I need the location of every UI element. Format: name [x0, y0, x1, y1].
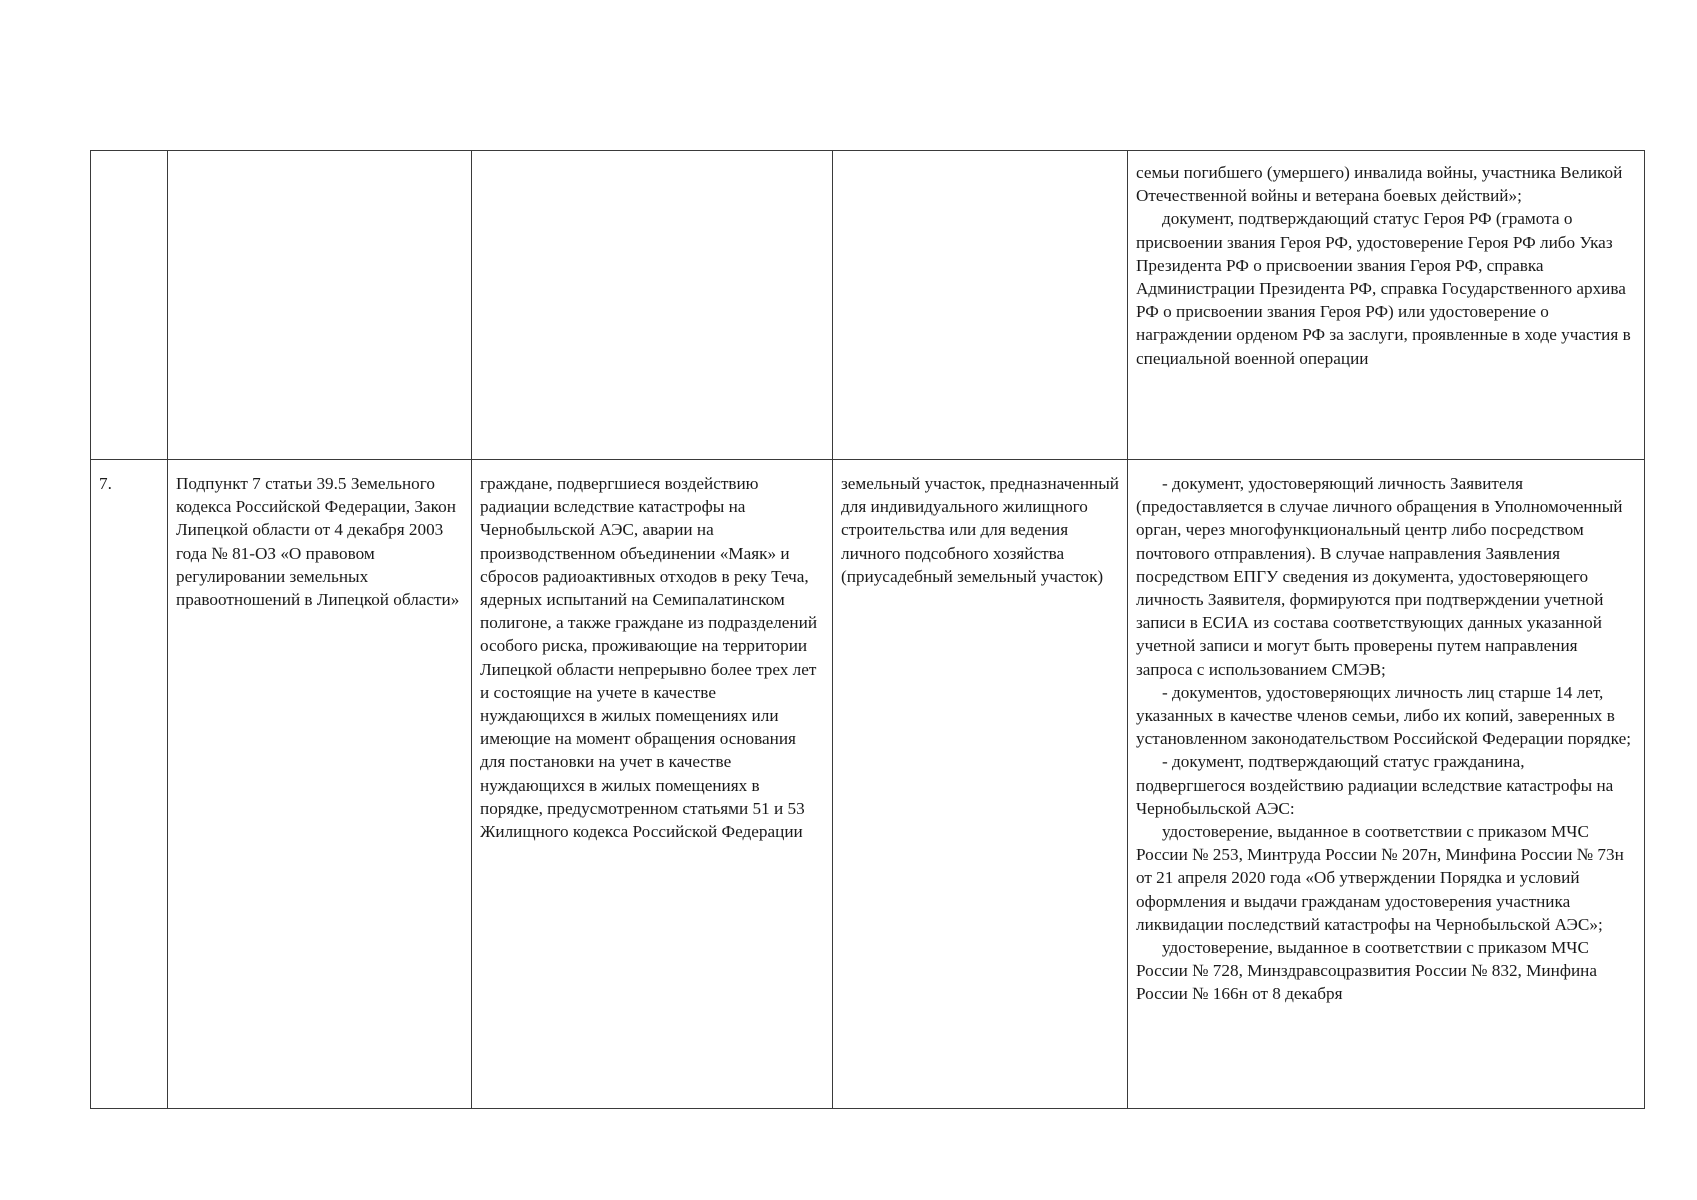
cell-number-empty — [91, 151, 168, 460]
documents-paragraph: - документ, удостоверяющий личность Заявителя (предоставляется в случае личного обращения в Уполномоченный орган, через многофункциональный центр либо посредством почтового отправления). В случае направления Заявления посредством ЕПГУ сведения из документа, удостоверяющего личность Заявителя, формируются при подтверждении учетной записи в ЕСИА из состава соответствующих данных указанной учетной записи и могут быть проверены путем направления запроса с использованием СМЭВ; — [1136, 474, 1623, 679]
cell-documents-continued — [1128, 151, 1645, 460]
cell-land-purpose: земельный участок, предназначенный для индивидуального жилищного строительства или для ведения личного подсобного хозяйства (приусадебный земельный участок) — [833, 460, 1128, 1109]
cell-documents — [1128, 460, 1645, 1109]
documents-paragraph: удостоверение, выданное в соответствии с приказом МЧС России № 253, Минтруда России № 207н, Минфина России № 73н от 21 апреля 2020 года «Об утверждении Порядка и условий оформления и выдачи гражданам удостоверения участника ликвидации последствий катастрофы на Чернобыльской АЭС»; — [1136, 822, 1624, 934]
table-row-7 — [91, 460, 1645, 1109]
cell-applicants-empty — [472, 151, 833, 460]
documents-paragraph: документ, подтверждающий статус Героя РФ (грамота о присвоении звания Героя РФ, удостоверение Героя РФ либо Указ Президента РФ о присвоении звания Героя РФ, справка Администрации Президента РФ, справка Государственного архива РФ о присвоении звания Героя РФ) или удостоверение о награждении орденом РФ за заслуги, проявленные в ходе участия в специальной военной операции — [1136, 209, 1631, 368]
documents-table — [90, 150, 1645, 1109]
documents-paragraph: - документов, удостоверяющих личность лиц старше 14 лет, указанных в качестве членов семьи, либо их копий, заверенных в установленном законодательством Российской Федерации порядке; — [1136, 682, 1631, 749]
documents-paragraph: семьи погибшего (умершего) инвалида войны, участника Великой Отечественной войны и ветерана боевых действий»; — [1136, 163, 1623, 206]
documents-paragraph: удостоверение, выданное в соответствии с приказом МЧС России № 728, Минздравсоцразвития России № 832, Минфина России № 166н от 8 декабря — [1136, 938, 1597, 1004]
table-row-continued — [91, 151, 1645, 460]
cell-land-purpose-empty — [833, 151, 1128, 460]
cell-legal-basis-empty — [168, 151, 472, 460]
cell-legal-basis: Подпункт 7 статьи 39.5 Земельного кодекса Российской Федерации, Закон Липецкой области от 4 декабря 2003 года № 81-ОЗ «О правовом регулировании земельных правоотношений в Липецкой области» — [168, 460, 472, 1109]
cell-applicants: граждане, подвергшиеся воздействию радиации вследствие катастрофы на Чернобыльской АЭС, аварии на производственном объединении «Маяк» и сбросов радиоактивных отходов в реку Теча, ядерных испытаний на Семипалатинском полигоне, а также граждане из подразделений особого риска, проживающие на территории Липецкой области непрерывно более трех лет и состоящие на учете в качестве нуждающихся в жилых помещениях или имеющие на момент обращения основания для постановки на учет в качестве нуждающихся в жилых помещениях в порядке, предусмотренном статьями 51 и 53 Жилищного кодекса Российской Федерации — [472, 460, 833, 1109]
cell-number: 7. — [91, 460, 168, 1109]
documents-paragraph: - документ, подтверждающий статус гражданина, подвергшегося воздействию радиации вследствие катастрофы на Чернобыльской АЭС: — [1136, 752, 1614, 818]
